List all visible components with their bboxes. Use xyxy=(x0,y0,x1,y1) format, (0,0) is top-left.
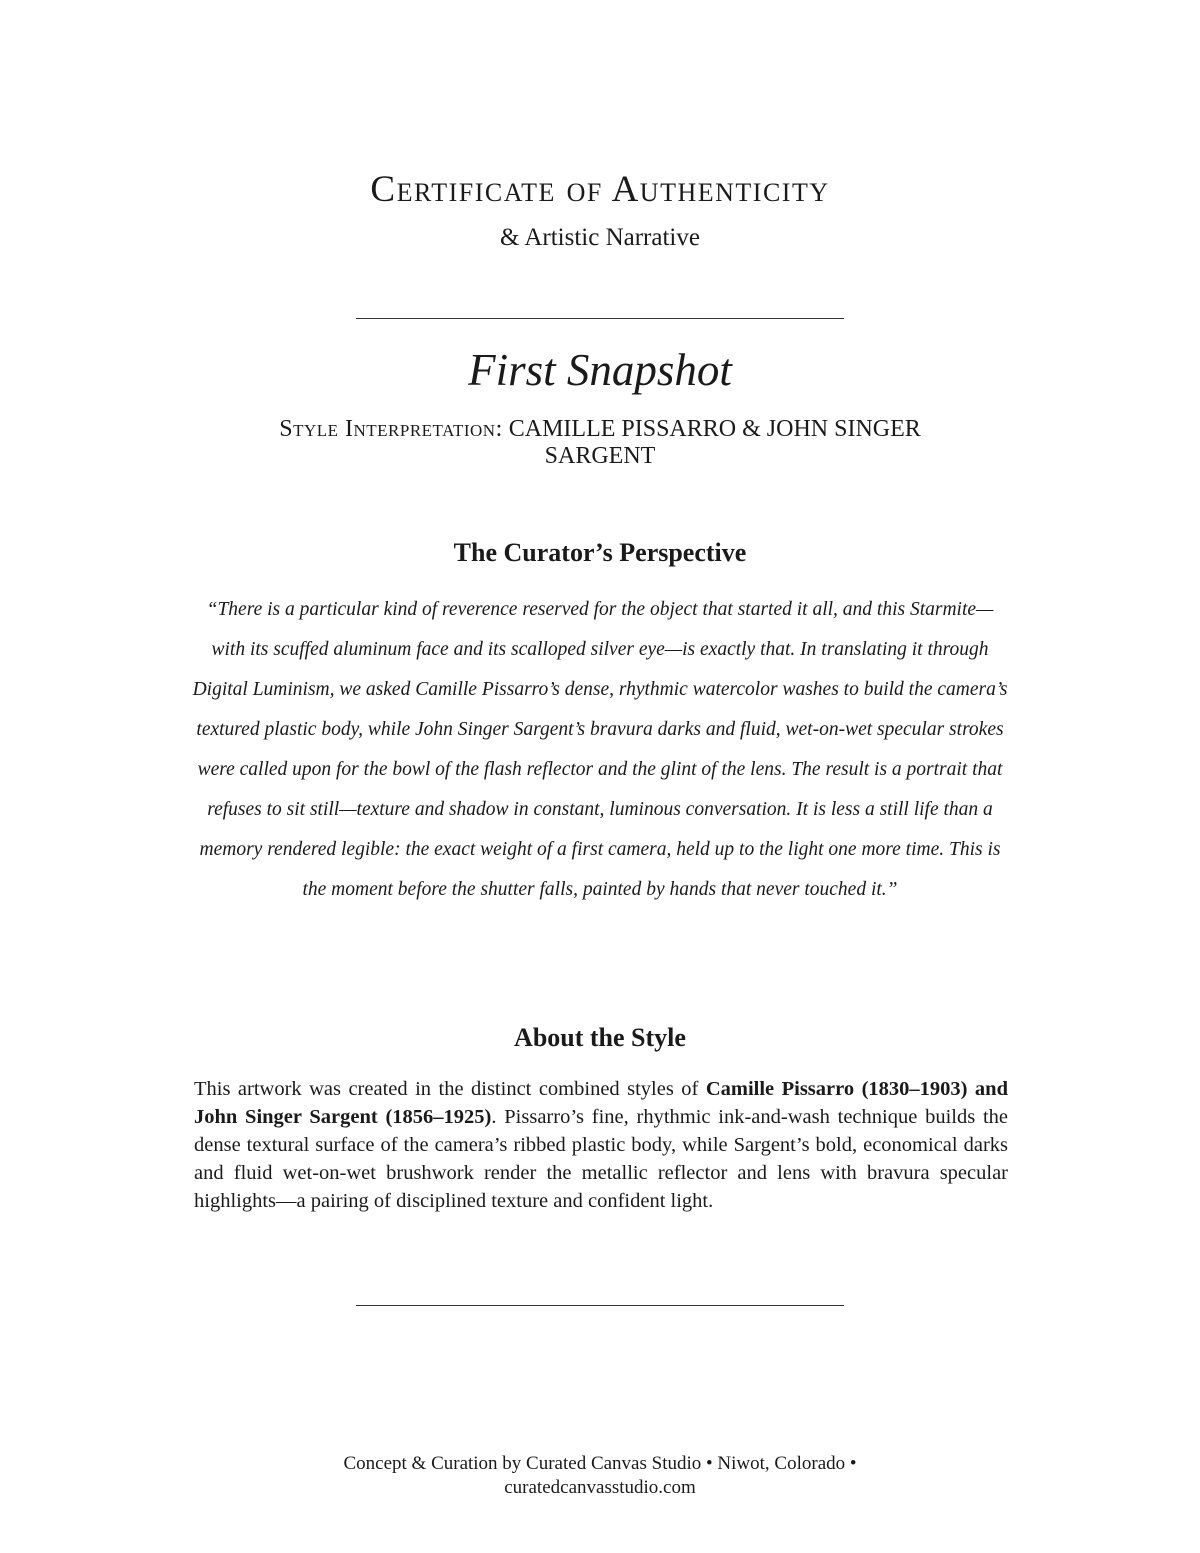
style-interpretation-artists: CAMILLE PISSARRO & JOHN SINGER SARGENT xyxy=(508,416,921,469)
curator-heading: The Curator’s Perspective xyxy=(453,538,747,567)
style-interpretation xyxy=(230,416,970,470)
about-paragraph xyxy=(194,1075,1008,1215)
about-body: . Pissarro’s fine, rhythmic ink-and-wash technique builds the dense textural surface of the camera’s ribbed plastic body, while Sargent’s bold, economical darks and fluid wet-on-wet brushwork render the metallic reflector and lens with bravura specular highlights—a pairing of disciplined texture and confident light. xyxy=(194,1106,1008,1212)
footer-website[interactable]: curatedcanvasstudio.com xyxy=(504,1477,696,1498)
curator-quote: “There is a particular kind of reverence reserved for the object that started it all, and this Starmite—with its scuffed aluminum face and its scalloped silver eye—is exactly that. In translating it through Digital Luminism, we asked Camille Pissarro’s dense, rhythmic watercolor washes to build the camera’s textured plastic body, while John Singer Sargent’s bravura darks and fluid, wet-on-wet specular strokes were called upon for the bowl of the flash reflector and the glint of the lens. The result is a portrait that refuses to sit still—texture and shadow in constant, luminous conversation. It is less a still life than a memory rendered legible: the exact weight of a first camera, held up to the light one more time. This is the moment before the shutter falls, painted by hands that never touched it.” xyxy=(192,599,1008,900)
about-intro: This artwork was created in the distinct combined styles of xyxy=(194,1078,706,1100)
footer xyxy=(0,1452,1200,1500)
footer-credit: Concept & Curation by Curated Canvas Studio • Niwot, Colorado • xyxy=(343,1453,857,1474)
bottom-divider xyxy=(356,1305,844,1306)
artwork-title: First Snapshot xyxy=(468,345,732,395)
top-divider xyxy=(356,318,844,319)
style-interpretation-label: Style Interpretation: xyxy=(279,416,503,442)
certificate-subtitle: & Artistic Narrative xyxy=(500,224,700,251)
certificate-title: Certificate of Authenticity xyxy=(370,169,830,210)
about-artists: Camille Pissarro (1830–1903) and John Singer Sargent (1856–1925) xyxy=(194,1078,1008,1128)
about-heading: About the Style xyxy=(514,1023,686,1052)
